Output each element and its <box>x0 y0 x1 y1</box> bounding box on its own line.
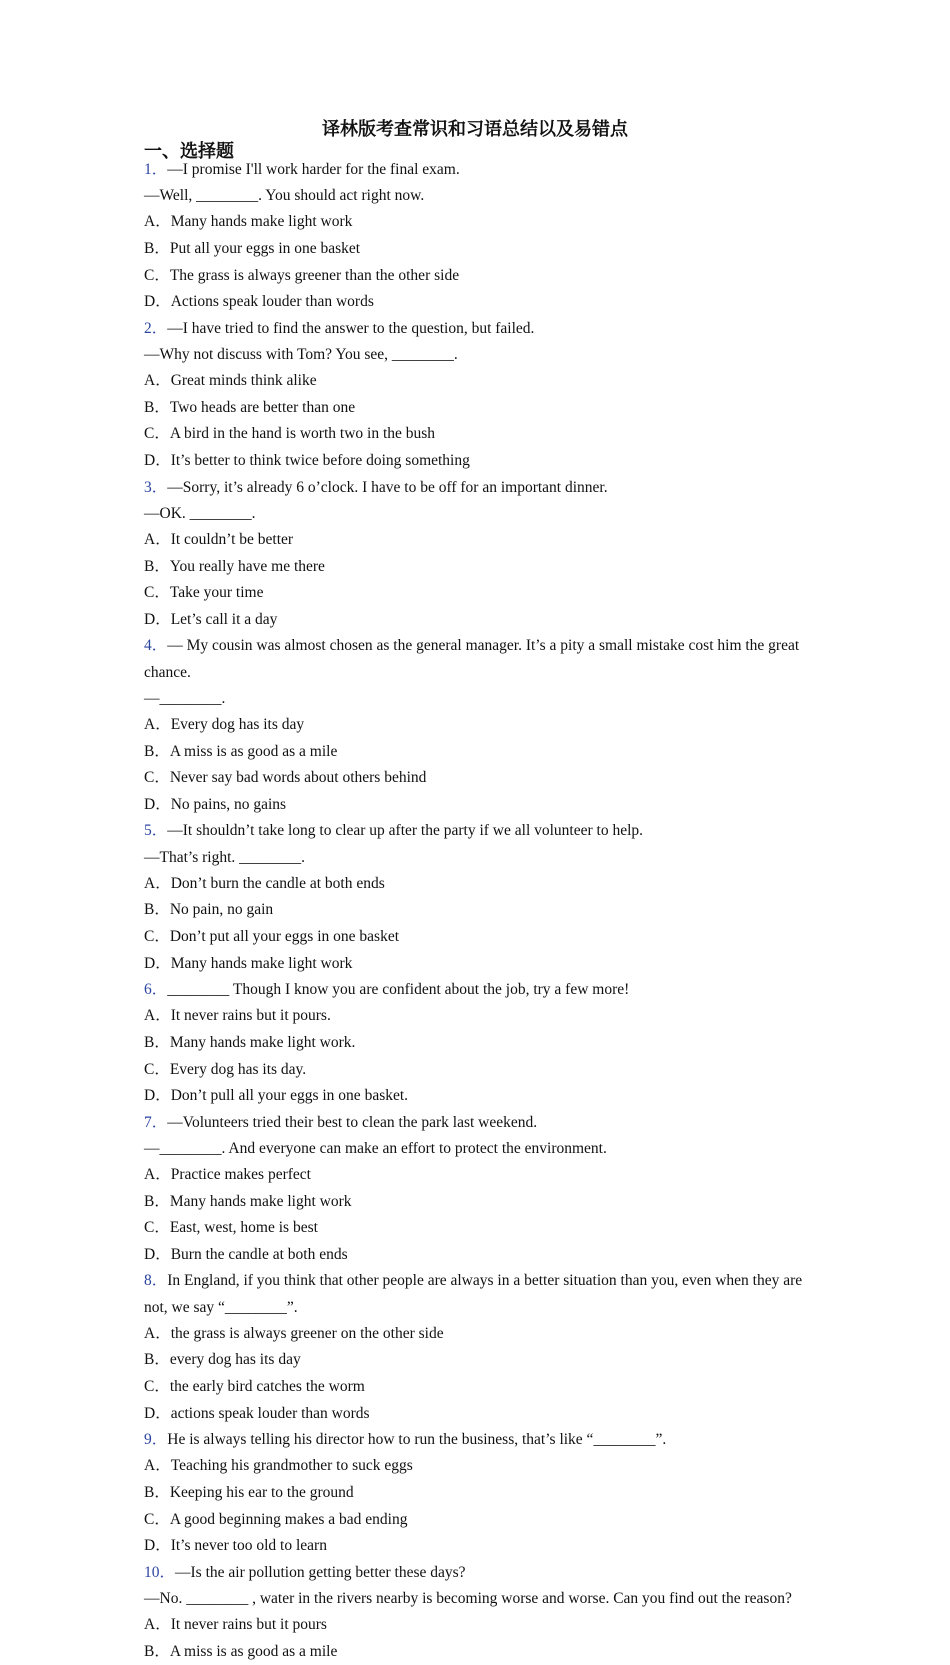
option-d[interactable]: D．It’s better to think twice before doing something <box>144 451 470 469</box>
options <box>144 1612 804 1665</box>
option-b[interactable]: B．Many hands make light work <box>144 1192 352 1210</box>
option-d[interactable]: D．No pains, no gains <box>144 795 287 813</box>
section-heading: 一、选择题 <box>144 141 234 162</box>
option-c[interactable]: C．East, west, home is best <box>144 1219 318 1237</box>
option-b[interactable]: B．You really have me there <box>144 557 325 575</box>
options <box>144 1453 804 1559</box>
option-a[interactable]: A．It never rains but it pours <box>144 1616 327 1634</box>
question-stem: —I have tried to find the answer to the question, but failed. <box>167 319 535 337</box>
option-d[interactable]: D．Many hands make light work <box>144 954 353 972</box>
question-1 <box>144 157 804 316</box>
option-b[interactable]: B．Two heads are better than one <box>144 398 356 416</box>
options <box>144 527 804 633</box>
option-a[interactable]: A．Don’t burn the candle at both ends <box>144 874 385 892</box>
options <box>144 1162 804 1268</box>
option-a[interactable]: A．Practice makes perfect <box>144 1166 311 1184</box>
question-stem: —It shouldn’t take long to clear up after the party if we all volunteer to help. <box>167 822 644 840</box>
question-number: 5． <box>144 822 168 840</box>
document-title: 译林版考查常识和习语总结以及易错点 <box>322 119 628 140</box>
question-line: —No. ________ , water in the rivers nearby is becoming worse and worse. Can you find out the reason? <box>144 1590 792 1608</box>
options <box>144 209 804 315</box>
question-stem: —I promise I'll work harder for the final exam. <box>167 161 460 178</box>
option-a[interactable]: A．Every dog has its day <box>144 715 305 733</box>
question-line: —That’s right. ________. <box>144 848 306 866</box>
question-stem: — My cousin was almost chosen as the general manager. It’s a pity a small mistake cost him the great chance. <box>144 637 800 681</box>
question-8 <box>144 1268 804 1427</box>
option-c[interactable]: C．Every dog has its day. <box>144 1060 307 1078</box>
option-a[interactable]: A．It couldn’t be better <box>144 530 294 548</box>
option-c[interactable]: C．The grass is always greener than the other side <box>144 266 460 284</box>
question-6 <box>144 977 804 1110</box>
option-b[interactable]: B．Put all your eggs in one basket <box>144 240 361 257</box>
question-number: 6． <box>144 981 168 999</box>
question-stem: —Volunteers tried their best to clean the park last weekend. <box>167 1113 538 1131</box>
options <box>144 368 804 474</box>
option-d[interactable]: D．Burn the candle at both ends <box>144 1245 348 1263</box>
option-a[interactable]: A．Teaching his grandmother to suck eggs <box>144 1457 413 1475</box>
option-a[interactable]: A．Many hands make light work <box>144 213 353 231</box>
options <box>144 712 804 818</box>
option-b[interactable]: B．every dog has its day <box>144 1351 301 1369</box>
question-line: —________. <box>144 689 226 707</box>
question-number: 1． <box>144 161 168 178</box>
question-9 <box>144 1427 804 1560</box>
option-a[interactable]: A．the grass is always greener on the other side <box>144 1324 444 1342</box>
option-d[interactable]: D．Don’t pull all your eggs in one basket. <box>144 1087 409 1105</box>
question-line: —________. And everyone can make an effort to protect the environment. <box>144 1139 607 1157</box>
question-line: —Well, ________. You should act right now. <box>144 187 425 205</box>
option-c[interactable]: C．Don’t put all your eggs in one basket <box>144 927 400 945</box>
options <box>144 1003 804 1109</box>
option-b[interactable]: B．No pain, no gain <box>144 901 274 919</box>
option-d[interactable]: D．It’s never too old to learn <box>144 1537 327 1555</box>
question-number: 9． <box>144 1431 168 1449</box>
question-stem: In England, if you think that other people are always in a better situation than you, even when they are not, we say “________”. <box>144 1272 803 1316</box>
question-number: 3． <box>144 478 168 496</box>
option-d[interactable]: D．actions speak louder than words <box>144 1404 370 1422</box>
options <box>144 1321 804 1427</box>
question-5 <box>144 818 804 977</box>
question-10 <box>144 1560 804 1665</box>
question-line: —OK. ________. <box>144 504 256 522</box>
question-list <box>144 157 804 1665</box>
question-line: —Why not discuss with Tom? You see, ________. <box>144 345 458 363</box>
option-c[interactable]: C．Never say bad words about others behind <box>144 769 427 787</box>
question-number: 10． <box>144 1563 176 1581</box>
option-b[interactable]: B．A miss is as good as a mile <box>144 1642 338 1660</box>
question-stem: —Is the air pollution getting better these days? <box>175 1563 466 1581</box>
question-stem: He is always telling his director how to run the business, that’s like “________”. <box>167 1431 667 1449</box>
option-c[interactable]: C．A bird in the hand is worth two in the bush <box>144 425 436 443</box>
option-a[interactable]: A．It never rains but it pours. <box>144 1007 331 1025</box>
option-c[interactable]: C．Take your time <box>144 584 264 602</box>
option-b[interactable]: B．A miss is as good as a mile <box>144 742 338 760</box>
question-number: 7． <box>144 1113 168 1131</box>
question-2 <box>144 316 804 475</box>
option-a[interactable]: A．Great minds think alike <box>144 372 317 390</box>
question-7 <box>144 1110 804 1269</box>
options <box>144 871 804 977</box>
question-number: 4． <box>144 637 168 655</box>
option-d[interactable]: D．Let’s call it a day <box>144 610 278 628</box>
question-3 <box>144 475 804 634</box>
option-d[interactable]: D．Actions speak louder than words <box>144 293 374 311</box>
option-c[interactable]: C．A good beginning makes a bad ending <box>144 1510 408 1528</box>
option-b[interactable]: B．Many hands make light work. <box>144 1033 356 1051</box>
question-stem: ________ Though I know you are confident about the job, try a few more! <box>167 981 630 999</box>
question-4 <box>144 633 804 818</box>
question-stem: —Sorry, it’s already 6 o’clock. I have to be off for an important dinner. <box>167 478 608 496</box>
question-number: 8． <box>144 1272 168 1290</box>
option-c[interactable]: C．the early bird catches the worm <box>144 1378 365 1396</box>
question-number: 2． <box>144 319 168 337</box>
option-b[interactable]: B．Keeping his ear to the ground <box>144 1484 354 1502</box>
